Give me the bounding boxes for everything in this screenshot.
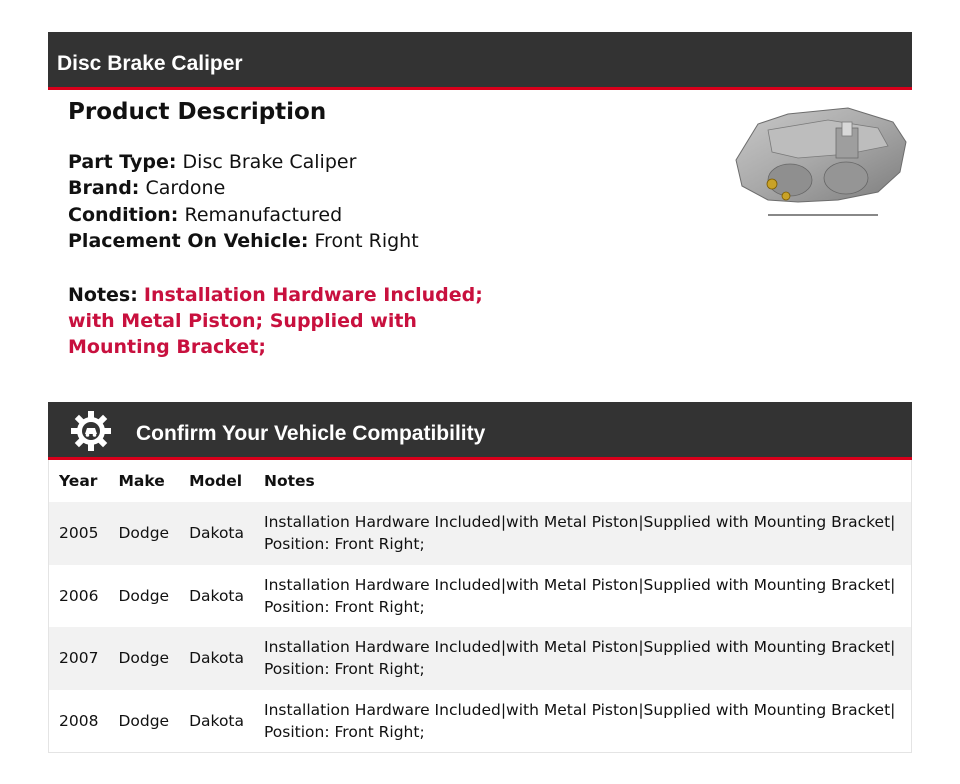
cell-notes: Installation Hardware Included|with Metal Piston|Supplied with Mounting Bracket| Position: Front Right; bbox=[264, 700, 896, 741]
col-make: Make bbox=[118, 472, 165, 490]
cell-year: 2008 bbox=[59, 711, 99, 730]
cell-notes: Installation Hardware Included|with Metal Piston|Supplied with Mounting Bracket| Position: Front Right; bbox=[264, 575, 896, 616]
cell-model: Dakota bbox=[189, 649, 245, 668]
part-type-value: Disc Brake Caliper bbox=[182, 151, 357, 173]
col-year: Year bbox=[59, 472, 98, 490]
gear-car-icon bbox=[70, 410, 112, 452]
compatibility-title: Confirm Your Vehicle Compatibility bbox=[136, 422, 486, 445]
page-title: Disc Brake Caliper bbox=[57, 52, 243, 75]
notes-value: Installation Hardware Included; with Metal Piston; Supplied with Mounting Bracket; bbox=[68, 283, 483, 359]
product-description bbox=[68, 97, 488, 361]
table-header-row bbox=[49, 460, 912, 502]
table-row bbox=[49, 502, 912, 565]
placement-label: Placement On Vehicle: bbox=[68, 230, 309, 253]
description-heading: Product Description bbox=[68, 99, 327, 125]
compatibility-table bbox=[48, 460, 912, 753]
cell-make: Dodge bbox=[118, 711, 170, 730]
brand-label: Brand: bbox=[68, 177, 140, 200]
placement-row bbox=[68, 228, 488, 254]
cell-make: Dodge bbox=[118, 586, 170, 605]
placement-value: Front Right bbox=[314, 230, 419, 253]
part-type-row bbox=[68, 149, 488, 175]
cell-notes: Installation Hardware Included|with Metal Piston|Supplied with Mounting Bracket| Position: Front Right; bbox=[264, 638, 896, 679]
notes-label: Notes: bbox=[68, 283, 138, 306]
part-type-label: Part Type: bbox=[68, 151, 177, 173]
notes-row bbox=[68, 282, 488, 361]
col-notes: Notes bbox=[264, 472, 315, 490]
brand-value: Cardone bbox=[145, 177, 226, 200]
condition-label: Condition: bbox=[68, 203, 179, 226]
condition-row bbox=[68, 202, 488, 228]
cell-year: 2007 bbox=[59, 649, 99, 668]
cell-year: 2006 bbox=[59, 586, 99, 605]
cell-model: Dakota bbox=[189, 586, 245, 605]
cell-model: Dakota bbox=[189, 524, 245, 543]
table-row bbox=[49, 565, 912, 628]
cell-make: Dodge bbox=[118, 649, 170, 668]
table-row bbox=[49, 690, 912, 753]
compatibility-bar bbox=[48, 402, 912, 460]
product-image bbox=[728, 102, 910, 224]
cell-make: Dodge bbox=[118, 524, 170, 543]
table-row bbox=[49, 627, 912, 690]
col-model: Model bbox=[189, 472, 243, 490]
cell-model: Dakota bbox=[189, 711, 245, 730]
title-bar bbox=[48, 32, 912, 90]
condition-value: Remanufactured bbox=[184, 203, 343, 226]
cell-year: 2005 bbox=[59, 524, 99, 543]
cell-notes: Installation Hardware Included|with Metal Piston|Supplied with Mounting Bracket| Position: Front Right; bbox=[264, 513, 896, 554]
brand-row bbox=[68, 175, 488, 201]
